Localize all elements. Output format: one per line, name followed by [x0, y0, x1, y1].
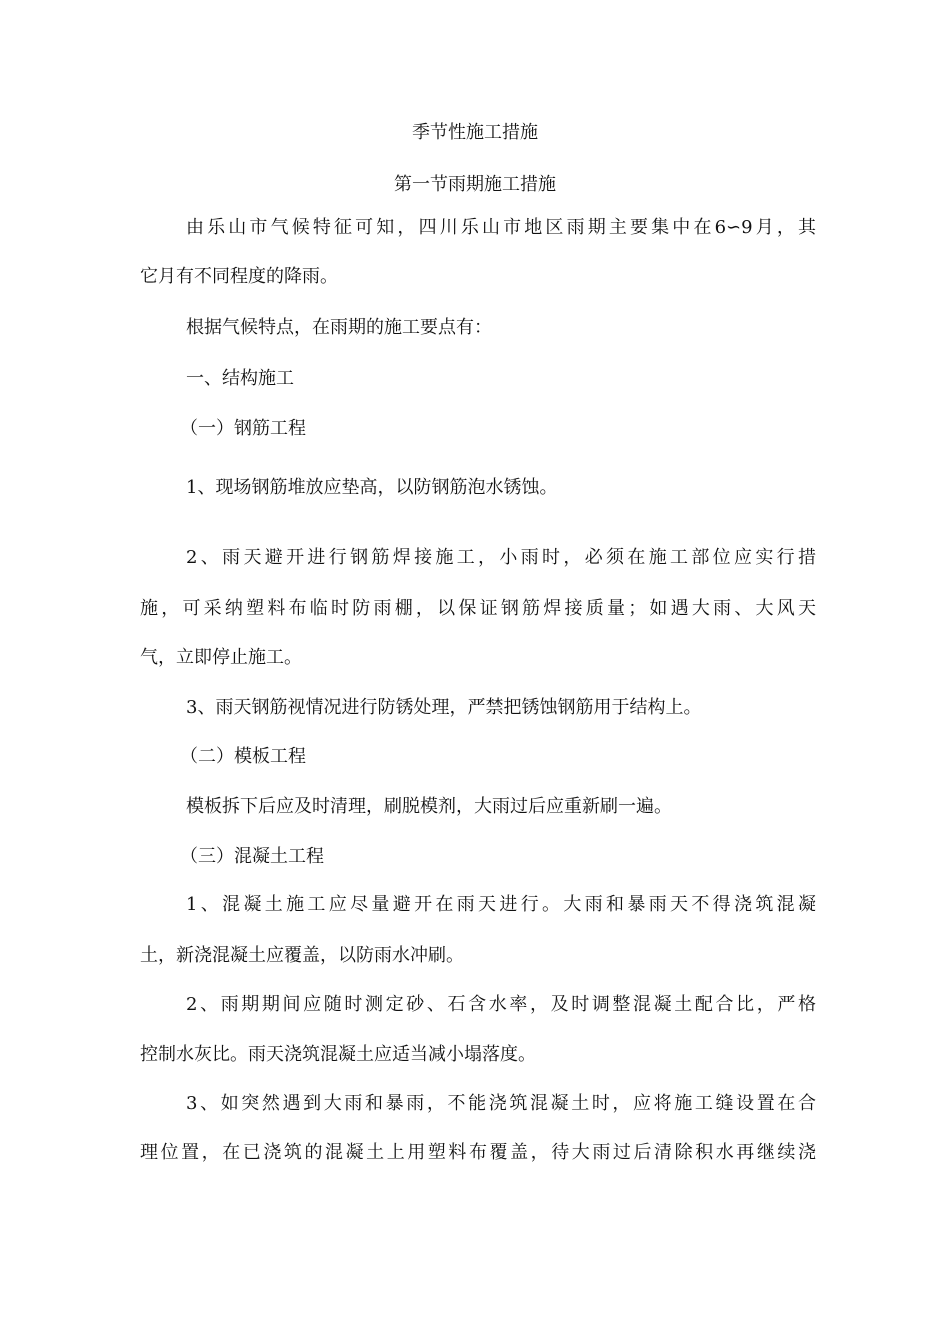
heading-structure: 一、结构施工 — [186, 368, 294, 389]
paragraph-line: 根据气候特点，在雨期的施工要点有： — [186, 317, 492, 338]
paragraph-line: 理位置，在已浇筑的混凝土上用塑料布覆盖，待大雨过后清除积水再继续浇 — [140, 1142, 816, 1163]
subheading-concrete: （三）混凝土工程 — [180, 846, 324, 867]
document-title: 季节性施工措施 — [412, 122, 538, 143]
paragraph-line: 它月有不同程度的降雨。 — [140, 266, 338, 287]
paragraph-line: 3、雨天钢筋视情况进行防锈处理，严禁把锈蚀钢筋用于结构上。 — [186, 697, 702, 718]
paragraph-line: 由乐山市气候特征可知，四川乐山市地区雨期主要集中在6∽9月，其 — [186, 217, 816, 238]
subheading-formwork: （二）模板工程 — [180, 746, 306, 767]
paragraph-line: 1、混凝土施工应尽量避开在雨天进行。大雨和暴雨天不得浇筑混凝 — [186, 894, 816, 915]
subheading-rebar: （一）钢筋工程 — [180, 418, 306, 439]
paragraph-line: 2、雨天避开进行钢筋焊接施工，小雨时，必须在施工部位应实行措 — [186, 547, 816, 568]
paragraph-line: 土，新浇混凝土应覆盖，以防雨水冲刷。 — [140, 945, 464, 966]
paragraph-line: 控制水灰比。雨天浇筑混凝土应适当减小塌落度。 — [140, 1044, 536, 1065]
paragraph-line: 气，立即停止施工。 — [140, 647, 302, 668]
section-title: 第一节雨期施工措施 — [394, 174, 556, 195]
paragraph-line: 模板拆下后应及时清理，刷脱模剂，大雨过后应重新刷一遍。 — [186, 796, 672, 817]
paragraph-line: 3、如突然遇到大雨和暴雨，不能浇筑混凝土时，应将施工缝设置在合 — [186, 1093, 816, 1114]
paragraph-line: 1、现场钢筋堆放应垫高，以防钢筋泡水锈蚀。 — [186, 477, 558, 498]
paragraph-line: 2、雨期期间应随时测定砂、石含水率，及时调整混凝土配合比，严格 — [186, 994, 816, 1015]
paragraph-line: 施，可采纳塑料布临时防雨棚，以保证钢筋焊接质量；如遇大雨、大风天 — [140, 598, 816, 619]
